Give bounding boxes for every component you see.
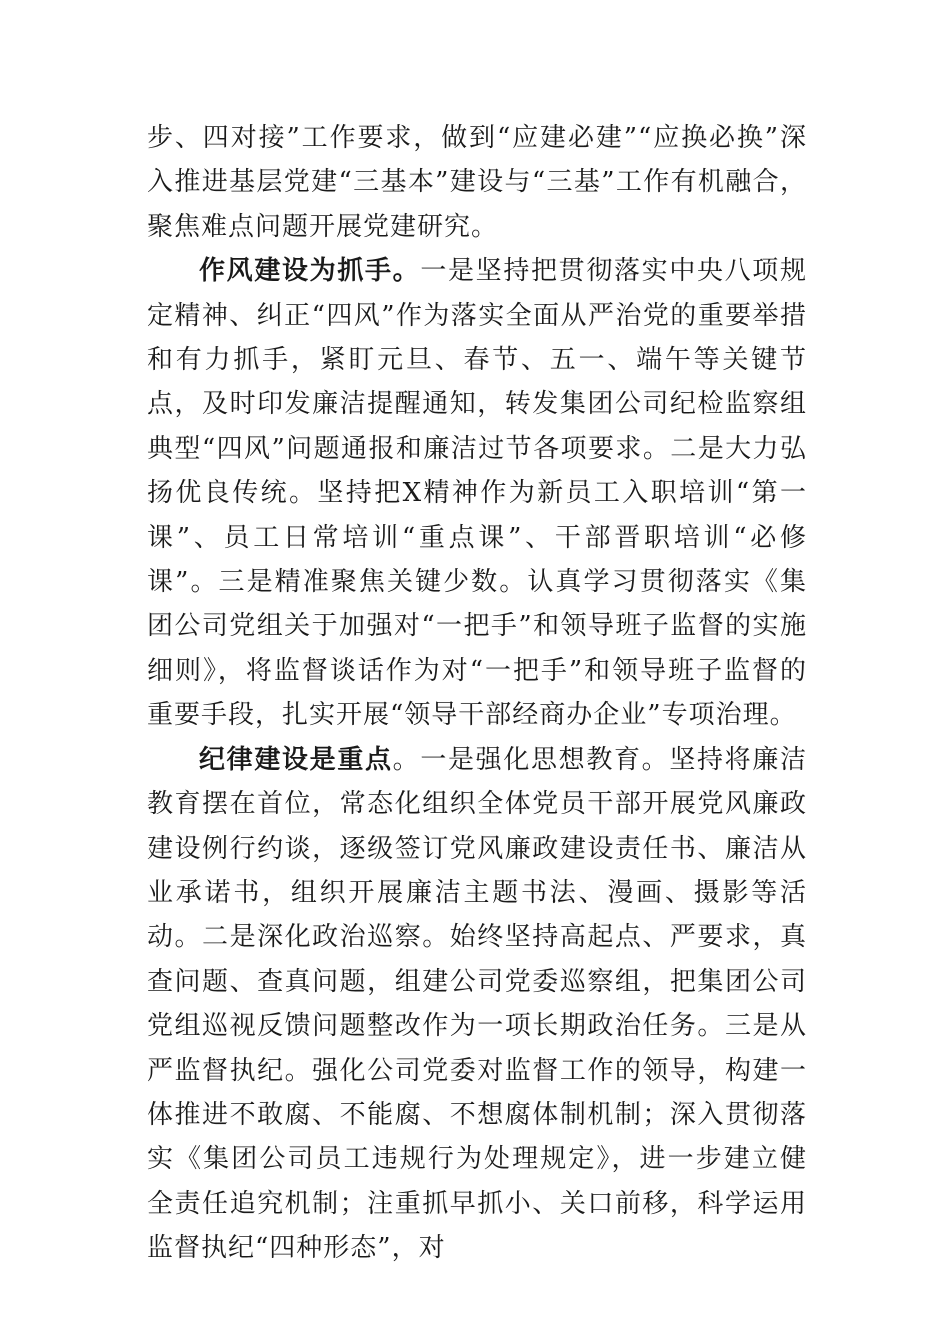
paragraph-text: 。一是强化思想教育。坚持将廉洁教育摆在首位，常态化组织全体党员干部开展党风廉政建设例行约谈，逐级签订党风廉政建设责任书、廉洁从业承诺书，组织开展廉洁主题书法、漫画、摄影等活动。二是深化政治巡察。始终坚持高起点、严要求，真查问题、查真问题，组建公司党委巡察组，把集团公司党组巡视反馈问题整改作为一项长期政治任务。三是从严监督执纪。强化公司党委对监督工作的领导，构建一体推进不敢腐、不能腐、不想腐体制机制；深入贯彻落实《集团公司员工违规行为处理规定》，进一步建立健全责任追究机制；注重抓早抓小、关口前移，科学运用监督执纪“四种形态”，对 — [147, 744, 807, 1264]
paragraph-heading: 作风建设为抓手。 — [199, 256, 421, 287]
paragraph-continued — [147, 116, 807, 249]
paragraph-discipline — [147, 738, 807, 1271]
paragraph-heading: 纪律建设是重点 — [199, 744, 393, 775]
paragraph-work-style — [147, 249, 807, 737]
paragraph-text: 步、四对接”工作要求，做到“应建必建”“应换必换”深入推进基层党建“三基本”建设与“三基”工作有机融合，聚焦难点问题开展党建研究。 — [147, 123, 807, 242]
paragraph-text: 一是坚持把贯彻落实中央八项规定精神、纠正“四风”作为落实全面从严治党的重要举措和有力抓手，紧盯元旦、春节、五一、端午等关键节点，及时印发廉洁提醒通知，转发集团公司纪检监察组典型“四风”问题通报和廉洁过节各项要求。二是大力弘扬优良传统。坚持把X精神作为新员工入职培训“第一课”、员工日常培训“重点课”、干部晋职培训“必修课”。三是精准聚焦关键少数。认真学习贯彻落实《集团公司党组关于加强对“一把手”和领导班子监督的实施细则》，将监督谈话作为对“一把手”和领导班子监督的重要手段，扎实开展“领导干部经商办企业”专项治理。 — [147, 256, 807, 731]
document-body — [147, 116, 807, 1271]
